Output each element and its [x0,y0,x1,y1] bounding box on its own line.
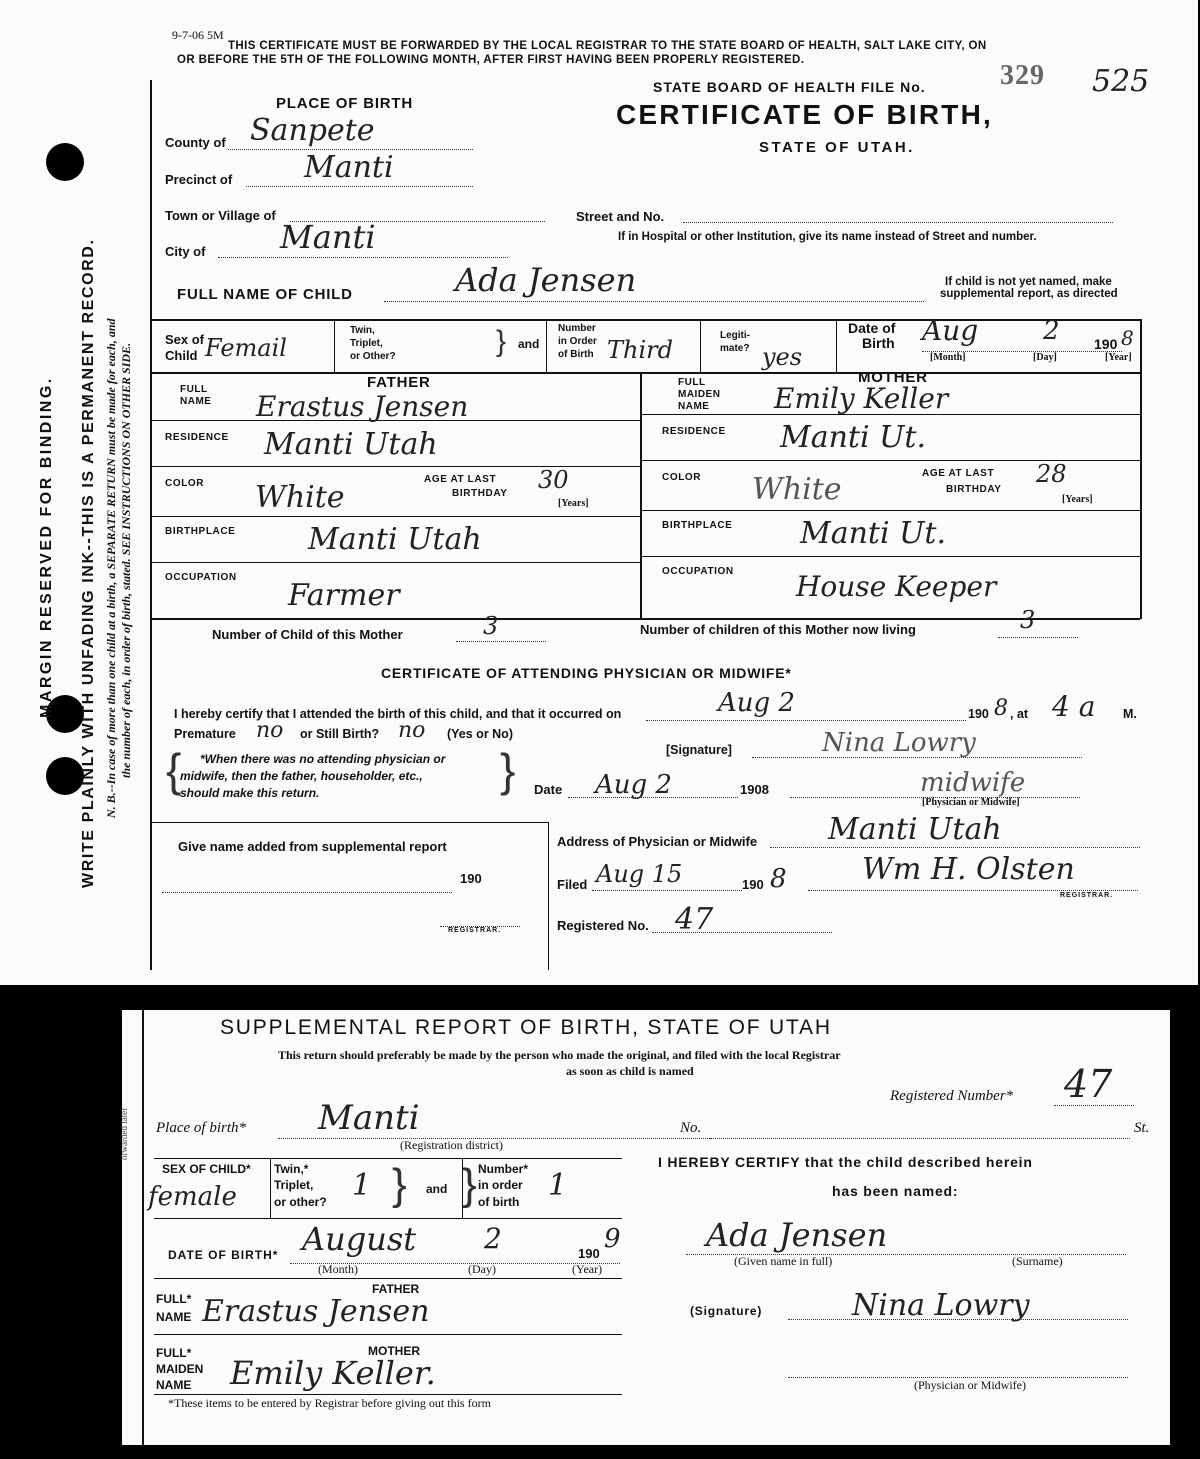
place-of-birth-heading: PLACE OF BIRTH [276,95,414,112]
supplemental-intro: as soon as child is named [566,1064,694,1078]
father-name-label: NAME [180,396,212,407]
year-caption: (Year) [572,1262,603,1276]
margin-ink-text: WRITE PLAINLY WITH UNFADING INK--THIS IS A PERMANENT RECORD. [80,238,97,888]
registrar-signature: Wm H. Olsten [862,852,1075,887]
dob-year-print: 190 [1094,336,1118,352]
father-age-label: BIRTHDAY [452,488,508,499]
margin-nb-text: the number of each, in order of birth, stated. SEE INSTRUCTIONS ON OTHER SIDE. [119,342,133,778]
mother-heading: MOTHER [858,369,928,386]
father-heading: FATHER [367,374,431,391]
mother-color: White [752,472,842,507]
cert-date-year: 1908 [740,782,769,797]
dob-label: Date of [848,320,896,336]
birth-certificate: 9-7-06 5M THIS CERTIFICATE MUST BE FORWARDED BY THE LOCAL REGISTRAR TO THE STATE BOARD OF HEALTH, SALT LAKE CITY, ON OR BEFORE THE 5TH OF THE FOLLOWING MONTH, AFTER FIRST HAVING BEEN PROPERLY REGISTERED. STATE BOARD OF HEALTH FILE No. 329 525 CERTIFICATE OF BIRTH, STATE OF UTAH. MARGIN RESERVED FOR BINDING. WRITE PLAINLY WITH UNFADING INK--THIS IS A PERMANENT RECORD. N. B.--In case of more than one child at a birth, a SEPARATE RETURN must be made for each, and the number of each, in order of birth, stated. SEE INSTRUCTIONS ON OTHER SIDE. PLACE OF BIRTH County of Sanpete Precinct of Manti Town or Village of City of Manti Street and No. If in Hospital or other Institution, give its name instead of Street and number. FULL NAME OF CHILD Ada Jensen If child is not yet named, make supplemental report, as directed Sex of Child Femail Twin, Triplet, or Other? } and Number in Order of Birth Third Legiti- mate? yes Date of Birth Aug 2 190 8 [Month] [Day] [Year] FATHER FULL NAME Erastus Jensen RESIDENCE Manti Utah COLOR White AGE AT LAST BIRTHDAY 30 [Years] BIRTHPLACE Manti Utah OCCUPATION Farmer MOTHER FULL MAIDEN NAME Emily Keller RESIDENCE Manti Ut. COLOR White AGE AT LAST BIRTHDAY 28 [Years] BIRTHPLACE Manti Ut. OCCUPATION House Keeper Number of Child of this Mother 3 Number of children of this Mother now living 3 CERTIFICATE OF ATTENDING PHYSICIAN OR MIDWIFE* I hereby certify that I attended the birth of this child, and that it occurred on Aug 2 190 8 , at 4 a M. Premature no or Still Birth? no (Yes or No) { *When there was no attending physician or midwife, then the father, householder, etc., should make this return. } [Signature] Nina Lowry Date Aug 2 1908 midwife [Physician or Midwife] Give name added from supplemental report 190 REGISTRAR. Address of Physician or Midwife Manti Utah Filed Aug 15 190 8 Wm H. Olsten REGISTRAR. Registered No. 47 [0,0,1198,985]
child-number-label: Number of Child of this Mother [212,627,403,642]
father-name-label: FULL [180,384,208,395]
sex-label: SEX OF CHILD* [162,1162,251,1176]
place-label: Place of birth* [156,1120,246,1136]
occurred-date: Aug 2 [718,688,795,718]
left-border [150,80,152,970]
at-label: , at [1010,707,1029,721]
father-name-label: FULL* [156,1292,192,1306]
supplemental-left-edge [142,1010,144,1445]
mother-residence: Manti Ut. [780,420,926,455]
order-value: 1 [548,1168,568,1203]
physician-certify-text: I hereby certify that I attended the birth of this child, and that it occurred on [174,707,622,721]
mother-name-label: MAIDEN [678,389,721,400]
dob-label: DATE OF BIRTH* [168,1248,279,1262]
role-caption: (Physician or Midwife) [914,1378,1026,1392]
order-label: Number* [478,1162,529,1176]
filed-label: Filed [557,877,588,892]
no-physician-note: *When there was no attending physician or [200,752,446,766]
punch-hole [46,757,84,795]
father-name: Erastus Jensen [202,1294,430,1329]
supplemental-intro: This return should preferably be made by the person who made the original, and filed with the local Registrar [278,1048,841,1062]
physician-role-caption: [Physician or Midwife] [922,797,1020,808]
legit-label: Legiti- [720,330,750,341]
reg-district-caption: (Registration district) [400,1138,503,1152]
registered-no-label: Registered No. [557,918,649,933]
legit-value: yes [762,343,803,371]
order-value: Third [607,336,673,364]
mother-birthplace-label: BIRTHPLACE [662,520,733,531]
mother-heading: MOTHER [368,1344,420,1358]
twin-value: 1 [352,1168,372,1203]
father-years-caption: [Years] [558,498,589,509]
premature-label: Premature [174,727,236,741]
st-label: St. [1134,1120,1150,1136]
margin-nb-text: N. B.--In case of more than one child at a birth, a SEPARATE RETURN must be made for each, and [104,318,118,818]
order-label: in Order [558,336,597,347]
father-name-label: NAME [156,1310,192,1324]
premature-value: no [256,718,284,743]
day-caption: (Day) [468,1262,496,1276]
dob-label: Birth [862,335,895,351]
no-physician-note: midwife, then the father, householder, etc., [180,769,423,783]
filed-year-print: 190 [742,877,764,892]
occurred-year-hand: 8 [994,696,1008,721]
forward-notice: OR BEFORE THE 5TH OF THE FOLLOWING MONTH, AFTER FIRST HAVING BEEN PROPERLY REGISTERED. [177,54,805,66]
mother-name-label: NAME [156,1378,192,1392]
no-label: No. [680,1120,702,1136]
mother-occupation: House Keeper [796,570,997,603]
occurred-time: 4 a [1052,690,1096,723]
dob-year-hand: 9 [604,1224,621,1254]
order-label: of Birth [558,349,594,360]
supplemental-name-label: Give name added from supplemental report [178,839,447,854]
physician-address-label: Address of Physician or Midwife [557,834,758,849]
precinct-label: Precinct of [165,172,233,187]
mother-name-label: NAME [678,401,710,412]
sex-label: Sex of [165,332,205,347]
father-occupation-label: OCCUPATION [165,572,237,583]
form-code: 9-7-06 5M [172,28,224,42]
mother-years-caption: [Years] [1062,494,1093,505]
cert-date: Aug 2 [595,770,672,800]
dob-day: 2 [484,1222,502,1255]
side-note: orwarded later [119,1107,129,1160]
sex-value: female [148,1182,237,1212]
father-age-label: AGE AT LAST [424,474,497,485]
father-birthplace: Manti Utah [308,522,482,557]
physician-role: midwife [920,768,1026,798]
table-top-border [150,319,1140,321]
mother-residence-label: RESIDENCE [662,426,726,437]
physician-address: Manti Utah [828,812,1002,847]
father-color-label: COLOR [165,478,205,489]
physician-heading: CERTIFICATE OF ATTENDING PHYSICIAN OR MIDWIFE* [381,665,792,681]
legit-label: mate? [720,343,750,354]
mother-name: Emily Keller [774,382,949,415]
order-label: in order [478,1178,523,1192]
certificate-subtitle: STATE OF UTAH. [759,139,915,156]
place-value: Manti [318,1098,420,1138]
dob-month: August [302,1220,417,1258]
dob-month: Aug [922,314,979,347]
still-birth-label: or Still Birth? [300,727,380,741]
father-birthplace-label: BIRTHPLACE [165,526,236,537]
mother-name-label: MAIDEN [156,1362,204,1376]
certify-text: I HEREBY CERTIFY that the child described herein [658,1154,1033,1170]
supplemental-year-print: 190 [460,871,482,886]
precinct-value: Manti [304,150,394,185]
child-number-value: 3 [483,612,499,640]
street-label: Street and No. [576,209,665,224]
registered-no-value: 47 [675,902,714,937]
mother-color-label: COLOR [662,472,702,483]
file-no-stamp: 329 [1000,60,1045,91]
signature-label: (Signature) [690,1304,763,1318]
twin-label: Twin,* [274,1162,309,1176]
mother-age-label: BIRTHDAY [946,484,1002,495]
children-living-value: 3 [1020,606,1036,634]
city-value: Manti [280,218,376,256]
father-heading: FATHER [372,1282,420,1296]
child-name: Ada Jensen [706,1216,888,1254]
mother-occupation-label: OCCUPATION [662,566,734,577]
yes-no-caption: (Yes or No) [447,727,513,741]
supplemental-title: SUPPLEMENTAL REPORT OF BIRTH, STATE OF UTAH [220,1016,832,1039]
footnote: *These items to be entered by Registrar before giving out this form [168,1396,491,1410]
not-named-note: If child is not yet named, make [945,276,1112,288]
child-name-label: FULL NAME OF CHILD [177,286,353,303]
mother-age: 28 [1036,460,1067,488]
filed-date: Aug 15 [596,860,683,888]
registrar-caption: REGISTRAR. [1060,892,1114,899]
and-label: and [426,1182,448,1196]
supplemental-report: orwarded later SUPPLEMENTAL REPORT OF BIRTH, STATE OF UTAH This return should preferably be made by the person who made the original, and filed with the local Registrar as soon as child is named Registered Number* 47 Place of birth* Manti (Registration district) No. St. SEX OF CHILD* female Twin,* Triplet, or other? 1 } and } Number* in order of birth 1 DATE OF BIRTH* August 2 190 9 (Month) (Day) (Year) FATHER FULL* NAME Erastus Jensen MOTHER FULL* MAIDEN NAME Emily Keller. *These items to be entered by Registrar before giving out this form I HEREBY CERTIFY that the child described herein has been named: Ada Jensen (Given name in full) (Surname) (Signature) Nina Lowry (Physician or Midwife) [122,1010,1170,1445]
file-no-label: STATE BOARD OF HEALTH FILE No. [653,79,926,95]
given-name-caption: (Given name in full) [734,1254,833,1268]
certificate-title: CERTIFICATE OF BIRTH, [616,99,993,130]
supplemental-registrar-caption: REGISTRAR. [448,927,502,934]
reg-number-label: Registered Number* [890,1088,1014,1104]
file-no-hand: 525 [1092,64,1150,99]
sex-value: Femail [205,334,287,362]
twin-label: Twin, [350,325,375,336]
mother-name-label: FULL [678,377,706,388]
father-color: White [255,480,345,515]
no-physician-note: should make this return. [180,786,320,800]
occurred-year-print: 190 [968,707,989,721]
father-age: 30 [538,466,569,494]
county-label: County of [165,135,226,150]
mother-name: Emily Keller. [230,1354,436,1392]
county-value: Sanpete [250,113,375,148]
date-label: Date [534,782,563,797]
surname-caption: (Surname) [1012,1254,1063,1268]
father-name: Erastus Jensen [256,390,469,423]
dob-day: 2 [1043,316,1060,346]
city-label: City of [165,244,206,259]
father-occupation: Farmer [288,578,400,613]
day-caption: [Day] [1033,352,1057,363]
punch-hole [46,143,84,181]
signature-label: [Signature] [666,743,732,757]
father-residence: Manti Utah [264,427,438,462]
signature-value: Nina Lowry [852,1288,1030,1323]
dob-year-hand: 8 [1121,326,1134,350]
twin-label: or Other? [350,351,396,362]
still-birth-value: no [398,718,426,743]
m-label: M. [1123,707,1137,721]
twin-label: Triplet, [274,1178,314,1192]
children-living-label: Number of children of this Mother now living [640,622,916,637]
child-name-value: Ada Jensen [455,261,637,299]
mother-name-label: FULL* [156,1346,192,1360]
certify-text: has been named: [832,1183,959,1199]
year-caption: [Year] [1105,352,1132,363]
dob-year-print: 190 [578,1246,600,1261]
twin-label: Triplet, [350,338,383,349]
hospital-note: If in Hospital or other Institution, give its name instead of Street and number. [618,231,1037,243]
mother-age-label: AGE AT LAST [922,468,995,479]
twin-label: or other? [274,1195,327,1209]
not-named-note: supplemental report, as directed [940,288,1118,300]
margin-reserved-text: MARGIN RESERVED FOR BINDING. [38,376,55,718]
order-label: Number [558,323,596,334]
forward-notice: THIS CERTIFICATE MUST BE FORWARDED BY THE LOCAL REGISTRAR TO THE STATE BOARD OF HEALTH, SALT LAKE CITY, ON [228,40,987,52]
sex-label: Child [165,348,198,363]
physician-signature: Nina Lowry [822,728,976,758]
and-label: and [518,337,540,351]
mother-birthplace: Manti Ut. [800,516,946,551]
month-caption: (Month) [318,1262,358,1276]
reg-number-value: 47 [1064,1062,1113,1106]
father-residence-label: RESIDENCE [165,432,229,443]
month-caption: [Month] [930,352,966,363]
filed-year-hand: 8 [770,864,787,894]
town-label: Town or Village of [165,208,276,223]
order-label: of birth [478,1195,520,1209]
